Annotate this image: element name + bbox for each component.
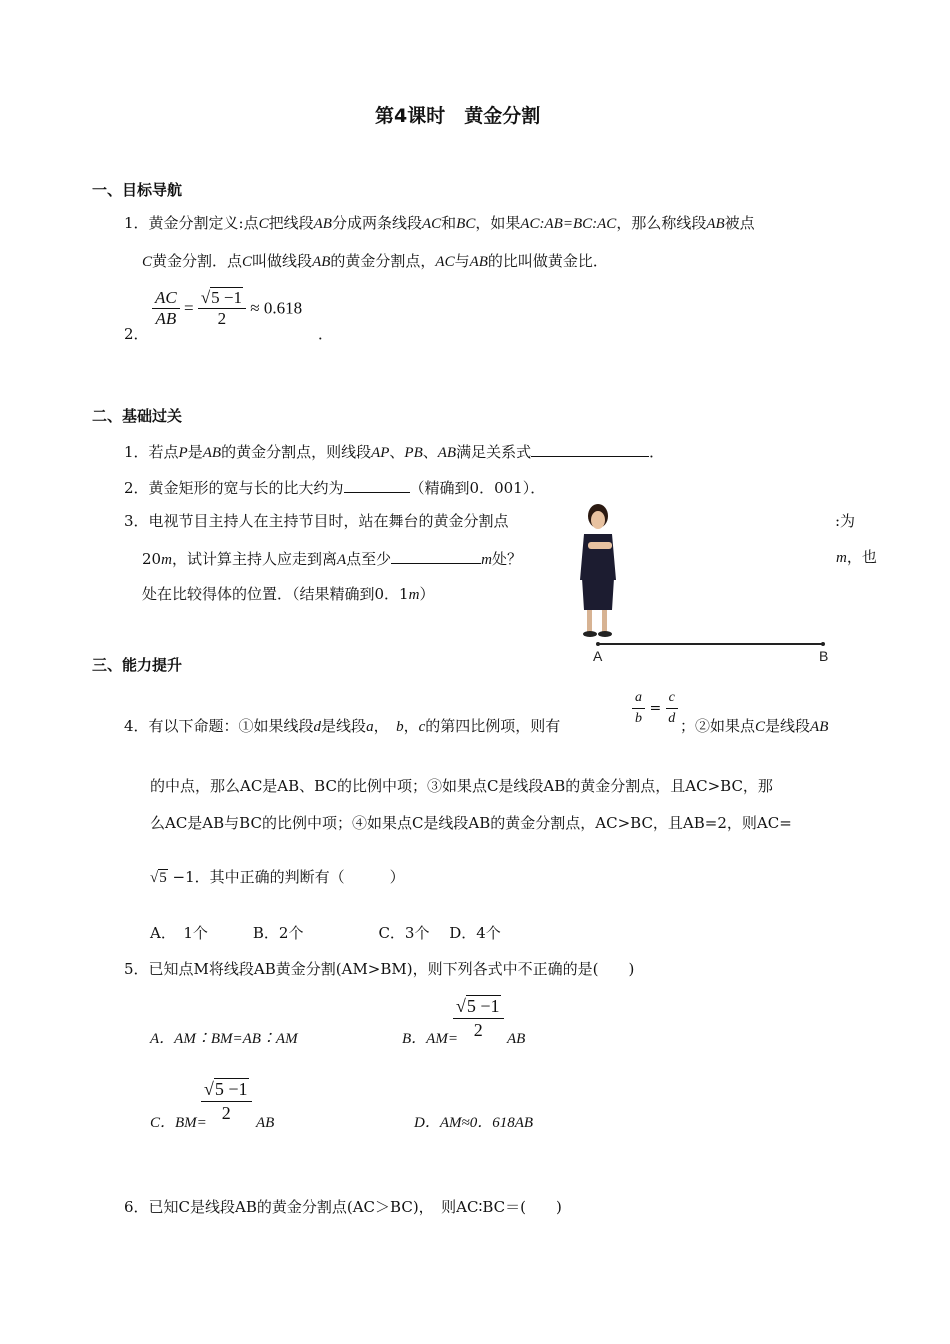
presenter-illustration (580, 504, 616, 637)
ability-question-4-line-1: 4．有以下命题：①如果线段d是线段a， b，c的第四比例项，则有 (124, 717, 561, 735)
question-5-option-a: A．AM∶BM=AB∶AM (150, 1031, 298, 1047)
question-5-option-b-suffix: AB (507, 1031, 526, 1047)
formula-end: ． (318, 325, 334, 343)
formula-fraction-left: $\frac{AC}{AB}$ (152, 288, 180, 329)
point-a-label: A (593, 648, 603, 664)
formula-fraction-right: $\frac{√5 -1}{2}$ (198, 288, 246, 329)
basic-question-2: 2．黄金矩形的宽与长的比大约为 （精确到0．001）． (124, 476, 545, 498)
ability-question-4-line-1-end: ；②如果点C是线段AB (680, 717, 829, 735)
proportion-formula: $\frac{a}{b}$ = $\frac{c}{d}$ (632, 688, 678, 729)
basic-question-3-line-3: 处在比较得体的位置．（结果精确到0．1m） (142, 585, 435, 603)
question-5-option-b-fraction: $\frac{√5 -1}{2}$ (453, 994, 504, 1041)
point-b-label: B (819, 648, 829, 664)
section-heading-basic: 二、基础过关 (92, 407, 183, 425)
goal-item-2-number: 2． (124, 325, 149, 343)
host-stage-figure (570, 500, 840, 670)
answer-blank-2 (344, 476, 410, 493)
ability-question-5: 5．已知点M将线段AB黄金分割(AM>BM)，则下列各式中不正确的是( ) (124, 960, 635, 978)
goal-item-1-line-2: C黄金分割．点C叫做线段AB的黄金分割点，AC与AB的比叫做黄金比． (142, 252, 608, 270)
question-5-option-b-prefix: B．AM= (402, 1031, 458, 1047)
goal-item-1-line-1: 1．黄金分割定义:点C把线段AB分成两条线段AC和BC，如果AC:AB=BC:AC，那么称线段AB被点 (124, 214, 755, 232)
ability-question-4-line-2: 的中点，那么AC是AB、BC的比例中项；③如果点C是线段AB的黄金分割点，且AC>BC，那 (150, 777, 773, 795)
basic-question-3-line-2-right: m，也 (836, 548, 877, 566)
section-heading-goal: 一、目标导航 (92, 181, 183, 199)
ability-question-4-line-4: √5 −1．其中正确的判断有（ ） (150, 868, 405, 886)
question-5-option-c-fraction: $\frac{√5 -1}{2}$ (201, 1077, 252, 1124)
basic-question-3-line-1-right: :为 (835, 512, 856, 530)
question-5-option-c-prefix: C．BM= (150, 1115, 207, 1131)
question-5-option-d: D．AM≈0．618AB (414, 1115, 534, 1131)
ability-question-6: 6．已知C是线段AB的黄金分割点(AC＞BC)， 则AC∶BC＝( ) (124, 1198, 562, 1216)
ability-question-4-options: A． 1个 B．2个 C．3个 D．4个 (150, 924, 501, 942)
answer-blank-3 (391, 547, 481, 564)
ability-question-4-line-3: 么AC是AB与BC的比例中项；④如果点C是线段AB的黄金分割点，AC>BC，且AB=2，则AC= (150, 814, 792, 832)
answer-blank-1 (531, 440, 649, 457)
page-title: 第4课时 黄金分割 (375, 105, 541, 127)
golden-ratio-formula: $\frac{AC}{AB}$ = $\frac{√5 -1}{2}$ ≈ 0.618 (152, 288, 302, 329)
basic-question-1: 1．若点P是AB的黄金分割点，则线段AP、PB、AB满足关系式 ． (124, 440, 664, 463)
basic-question-3-line-1: 3．电视节目主持人在主持节目时，站在舞台的黄金分割点 (124, 512, 509, 530)
question-5-option-c-suffix: AB (256, 1115, 275, 1131)
basic-question-3-line-2: 20m，试计算主持人应走到离A点至少 m处？ (142, 547, 522, 570)
section-heading-ability: 三、能力提升 (92, 656, 183, 674)
